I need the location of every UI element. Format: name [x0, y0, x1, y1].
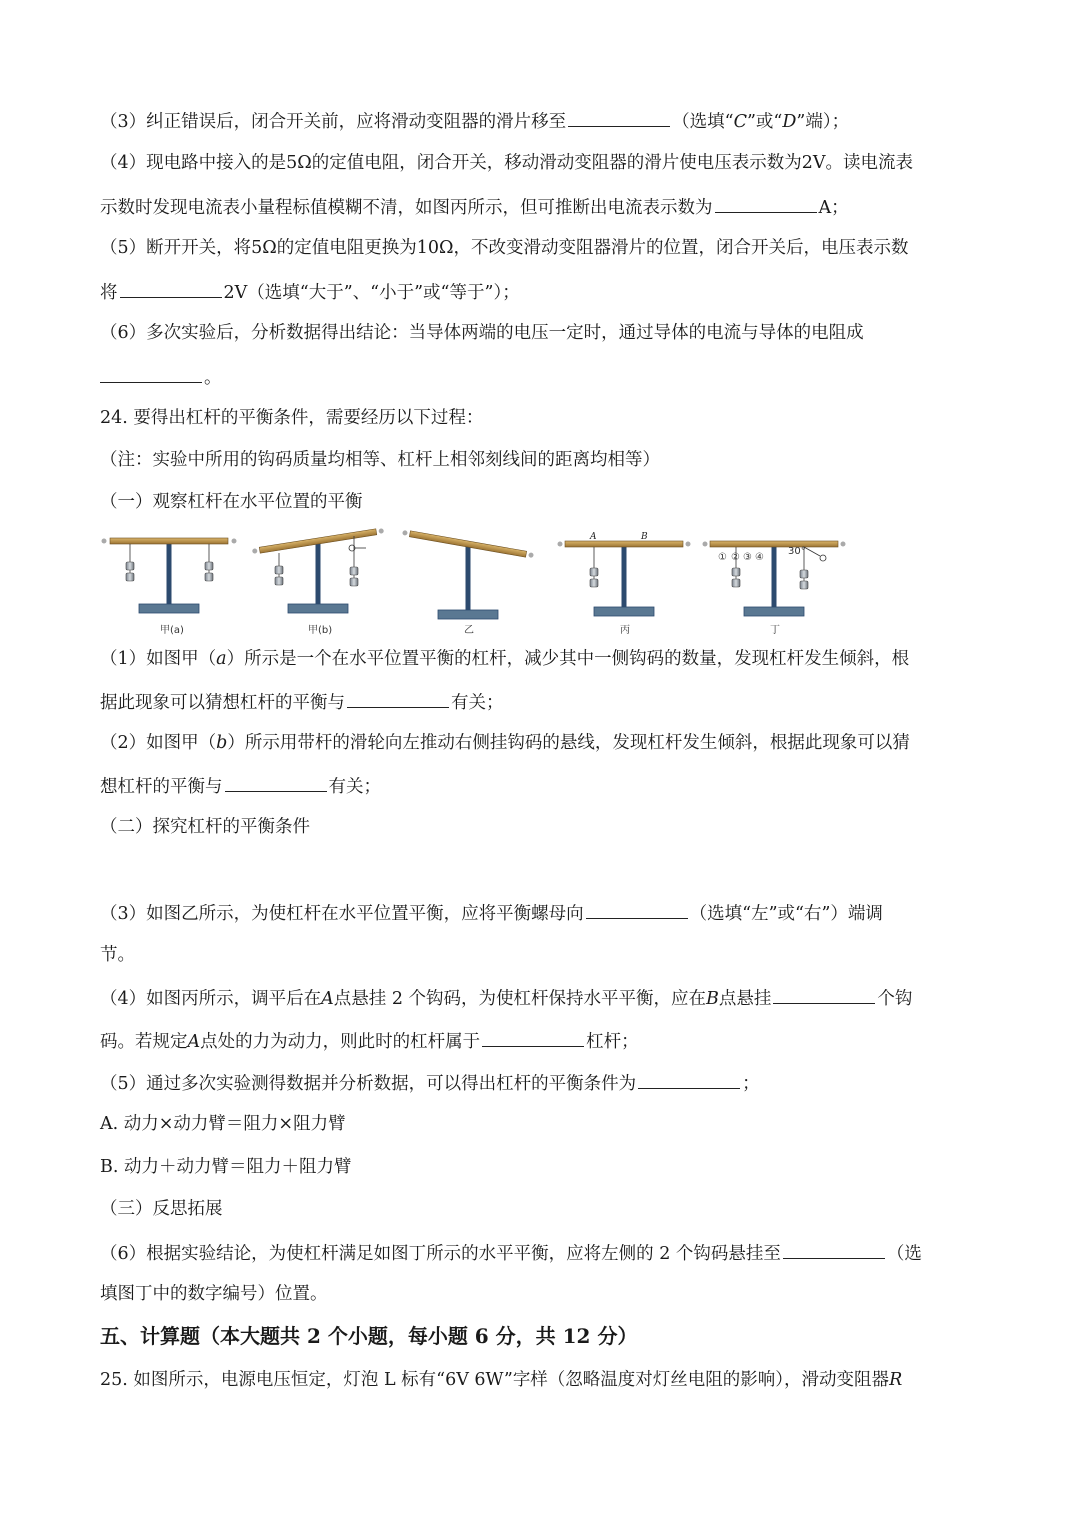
answer-blank[interactable]: [586, 900, 688, 919]
q24-part1-heading: （一）观察杠杆在水平位置的平衡: [100, 492, 363, 512]
q23-item4-line2: 示数时发现电流表小量程标值模糊不清，如图丙所示，但可推断出电流表示数为 A；: [100, 194, 1000, 220]
figure-caption: 乙: [464, 625, 474, 636]
answer-blank[interactable]: [568, 108, 670, 127]
answer-blank[interactable]: [715, 194, 817, 213]
lever-figure-svg: [96, 522, 856, 644]
answer-blank[interactable]: [783, 1240, 885, 1259]
q24-item4-line2: 码。若规定A点处的力为动力，则此时的杠杆属于 杠杆；: [100, 1028, 1000, 1054]
position-marker: ②: [731, 552, 740, 563]
q24-item3-line1: （3）如图乙所示，为使杠杆在水平位置平衡，应将平衡螺母向 （选填“左”或“右”）端调: [100, 900, 1000, 926]
q23-item6-line2: 。: [100, 364, 1000, 390]
q23-item6-line1: （6）多次实验后，分析数据得出结论：当导体两端的电压一定时，通过导体的电流与导体的电阻成: [100, 323, 864, 343]
answer-blank[interactable]: [225, 773, 327, 792]
q24-item2-line1: （2）如图甲（b）所示用带杆的滑轮向左推动右侧挂钩码的悬线，发现杠杆发生倾斜，根据此现象可以猜: [100, 733, 910, 753]
figure-caption: 丁: [770, 625, 780, 636]
figure-yi: [402, 529, 534, 636]
q23-item5-line2: 将 2V（选填“大于”、“小于”或“等于”）；: [100, 279, 1000, 305]
q24-option-b: B. 动力＋动力臂＝阻力＋阻力臂: [100, 1157, 352, 1177]
position-marker: ①: [718, 552, 727, 563]
answer-blank[interactable]: [120, 279, 222, 298]
answer-blank[interactable]: [482, 1028, 584, 1047]
q25-line1: 25. 如图所示，电源电压恒定，灯泡 L 标有“6V 6W”字样（忽略温度对灯丝电阻的影响），滑动变阻器R: [100, 1370, 903, 1390]
q24-item4-line1: （4）如图丙所示，调平后在A点悬挂 2 个钩码，为使杠杆保持水平平衡，应在B点悬挂 个钩: [100, 985, 1000, 1011]
q23-item3: （3）纠正错误后，闭合开关前，应将滑动变阻器的滑片移至 （选填“C”或“D”端）；: [100, 108, 1000, 134]
q24-item1-line2: 据此现象可以猜想杠杆的平衡与 有关；: [100, 689, 1000, 715]
q24-note: （注：实验中所用的钩码质量均相等、杠杆上相邻刻线间的距离均相等）: [100, 450, 660, 470]
figure-caption: 甲(b): [308, 625, 333, 636]
figure-caption: 丙: [620, 625, 630, 636]
q24-title: 24. 要得出杠杆的平衡条件，需要经历以下过程：: [100, 408, 484, 428]
answer-blank[interactable]: [100, 364, 202, 383]
lever-figure: [96, 522, 856, 644]
q24-item3-line2: 节。: [100, 945, 135, 965]
q24-item6-line2: 填图丁中的数字编号）位置。: [100, 1284, 328, 1304]
figure-ding: [703, 541, 846, 636]
figure-jia-b: [252, 528, 384, 636]
q23-item3-text: （3）纠正错误后，闭合开关前，应将滑动变阻器的滑片移至: [100, 112, 567, 132]
q24-item2-line2: 想杠杆的平衡与 有关；: [100, 773, 1000, 799]
q24-item6-line1: （6）根据实验结论，为使杠杆满足如图丁所示的水平平衡，应将左侧的 2 个钩码悬挂至 （选: [100, 1240, 1000, 1266]
q24-part3-heading: （三）反思拓展: [100, 1199, 223, 1219]
figure-jia-a: [102, 538, 237, 636]
q23-item5-line1: （5）断开开关，将5Ω的定值电阻更换为10Ω，不改变滑动变阻器滑片的位置，闭合开关后，电压表示数: [100, 238, 909, 258]
point-a-label: A: [590, 532, 597, 542]
section-5-heading: 五、计算题（本大题共 2 个小题，每小题 6 分，共 12 分）: [100, 1324, 638, 1348]
q24-option-a: A. 动力×动力臂＝阻力×阻力臂: [100, 1114, 346, 1134]
q23-item4-line1: （4）现电路中接入的是5Ω的定值电阻，闭合开关，移动滑动变阻器的滑片使电压表示数为2V。读电流表: [100, 153, 914, 173]
q24-part2-heading: （二）探究杠杆的平衡条件: [100, 817, 310, 837]
angle-label: 30°: [788, 546, 806, 557]
figure-caption: 甲(a): [160, 625, 184, 636]
answer-blank[interactable]: [638, 1070, 740, 1089]
position-marker: ③: [743, 552, 752, 563]
answer-blank[interactable]: [347, 689, 449, 708]
q24-item1-line1: （1）如图甲（a）所示是一个在水平位置平衡的杠杆，减少其中一侧钩码的数量，发现杠杆发生倾斜，根: [100, 649, 910, 669]
answer-blank[interactable]: [773, 985, 875, 1004]
position-marker: ④: [755, 552, 764, 563]
q24-item5-line1: （5）通过多次实验测得数据并分析数据，可以得出杠杆的平衡条件为 ；: [100, 1070, 1000, 1096]
point-b-label: B: [641, 532, 648, 542]
figure-bing: [558, 532, 691, 636]
